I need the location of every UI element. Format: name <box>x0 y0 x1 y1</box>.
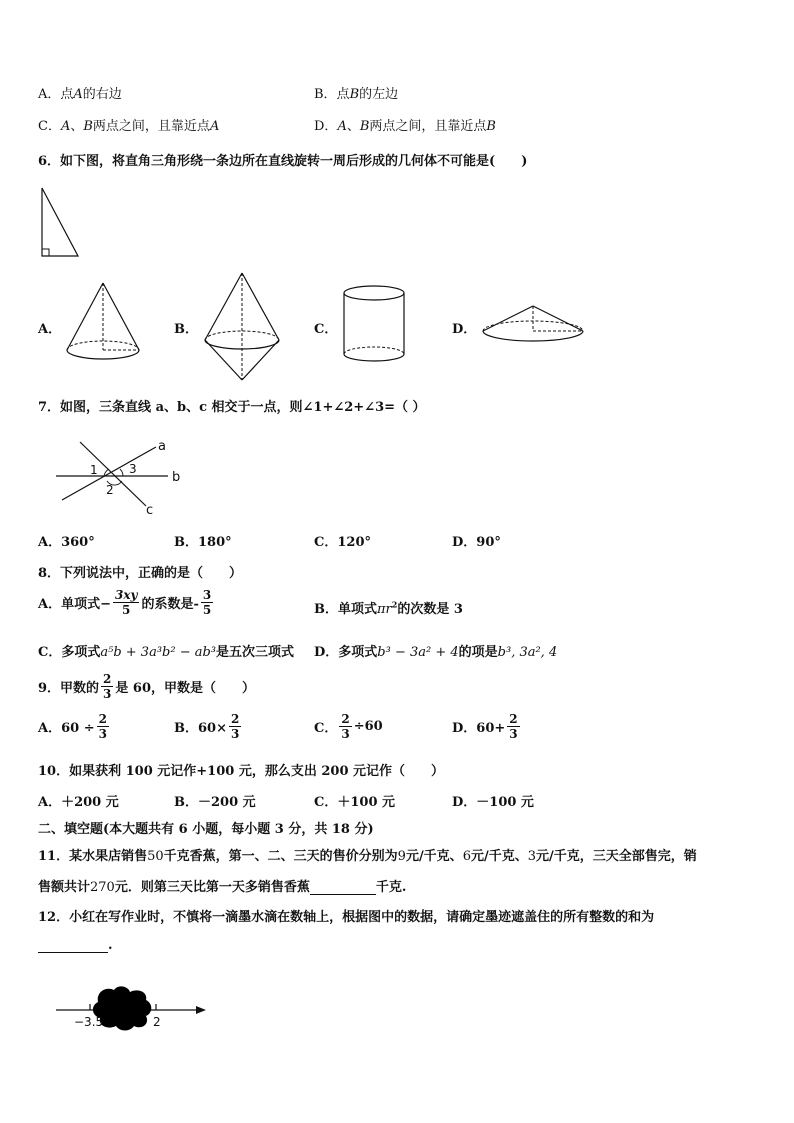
answer-blank[interactable] <box>310 880 376 895</box>
label-line-b: b <box>172 470 181 485</box>
q9-text: 9．甲数的 $\frac{2}{3}$ 是 60，甲数是（ ） <box>38 672 256 701</box>
q6-label-b: B． <box>174 322 198 337</box>
q6-label-d: D． <box>452 322 477 337</box>
q5-option-d: D．A、B两点之间，且靠近点B <box>314 119 496 134</box>
flat-cone-figure <box>480 304 588 350</box>
q10-option-c: C．＋100 元 <box>314 795 396 810</box>
fraction: $\frac{2}{3}$ <box>230 712 240 741</box>
q7-option-c: C．120° <box>314 535 371 550</box>
fraction: $\frac{2}{3}$ <box>103 672 112 701</box>
fraction: $\frac{2}{3}$ <box>98 712 107 741</box>
double-cone-figure <box>202 270 282 384</box>
cone-figure <box>64 280 142 362</box>
q7-text: 7．如图，三条直线 a、b、c 相交于一点，则∠1+∠2+∠3=（ ） <box>38 400 426 415</box>
number-line-figure <box>54 982 210 1034</box>
q10-text: 10．如果获利 100 元记作+100 元，那么支出 200 元记作（ ） <box>38 764 445 779</box>
label-angle-2: 2 <box>106 483 114 497</box>
q10-option-d: D．－100 元 <box>452 795 534 810</box>
q8-option-d: D．多项式b³ − 3a² + 4的项是b³, 3a², 4 <box>314 645 558 660</box>
label-angle-3: 3 <box>129 462 137 476</box>
fraction: $\frac{3}{5}$ <box>202 588 212 617</box>
q8-option-c: C．多项式a⁵b + 3a³b² − ab³是五次三项式 <box>38 645 295 660</box>
label-line-a: a <box>158 439 166 454</box>
q9-option-c: C． $\frac{2}{3}$ ÷60 <box>314 712 383 741</box>
q6-label-c: C． <box>314 322 338 337</box>
tick-label-right: 2 <box>153 1015 161 1029</box>
q5-option-c: C．A、B两点之间，且靠近点A <box>38 119 220 134</box>
q7-option-b: B．180° <box>174 535 232 550</box>
q8-option-a: A．单项式− $\frac{3xy}{5}$ 的系数是- $\frac{3}{5}$ <box>38 588 212 617</box>
label-angle-1: 1 <box>90 463 98 477</box>
q7-option-a: A．360° <box>38 535 95 550</box>
fraction: $\frac{3xy}{5}$ <box>114 588 138 617</box>
section-heading: 二、填空题(本大题共有 6 小题，每小题 3 分，共 18 分) <box>38 822 374 837</box>
q8-text: 8．下列说法中，正确的是（ ） <box>38 566 243 581</box>
var-a: A <box>73 87 83 102</box>
q10-option-b: B．－200 元 <box>174 795 256 810</box>
var-b: B <box>349 87 360 102</box>
fraction: $\frac{2}{3}$ <box>509 712 518 741</box>
cylinder-figure <box>341 284 407 366</box>
label-line-c: c <box>146 503 154 518</box>
q9-option-b: B．60× $\frac{2}{3}$ <box>174 712 240 741</box>
q12-line-2: . <box>38 938 113 953</box>
right-triangle-figure <box>40 186 82 258</box>
q11-line-1: 11．某水果店销售50千克香蕉，第一、二、三天的售价分别为9元/千克、6元/千克、3元/千克，三天全部售完，销 <box>38 849 697 864</box>
three-lines-figure <box>52 436 192 516</box>
q9-option-a: A．60 ÷ $\frac{2}{3}$ <box>38 712 107 741</box>
q12-line-1: 12．小红在写作业时，不慎将一滴墨水滴在数轴上，根据图中的数据，请确定墨迹遮盖住的所有整数的和为 <box>38 910 655 925</box>
q6-label-a: A． <box>38 322 62 337</box>
q7-option-d: D．90° <box>452 535 501 550</box>
q11-line-2: 售额共计270元．则第三天比第一天多销售香蕉 千克. <box>38 880 407 895</box>
q9-option-d: D．60+ $\frac{2}{3}$ <box>452 712 518 741</box>
tick-label-left: −3.5 <box>74 1015 104 1029</box>
q8-option-b: B．单项式$\pi r^2$的次数是 3 <box>314 599 463 617</box>
fraction: $\frac{2}{3}$ <box>341 712 350 741</box>
q6-text: 6．如下图，将直角三角形绕一条边所在直线旋转一周后形成的几何体不可能是( ) <box>38 154 528 169</box>
q5-option-a: A．点A的右边 <box>38 87 122 102</box>
q5-option-b: B．点B的左边 <box>314 87 399 102</box>
answer-blank[interactable] <box>38 938 108 953</box>
q10-option-a: A．＋200 元 <box>38 795 119 810</box>
